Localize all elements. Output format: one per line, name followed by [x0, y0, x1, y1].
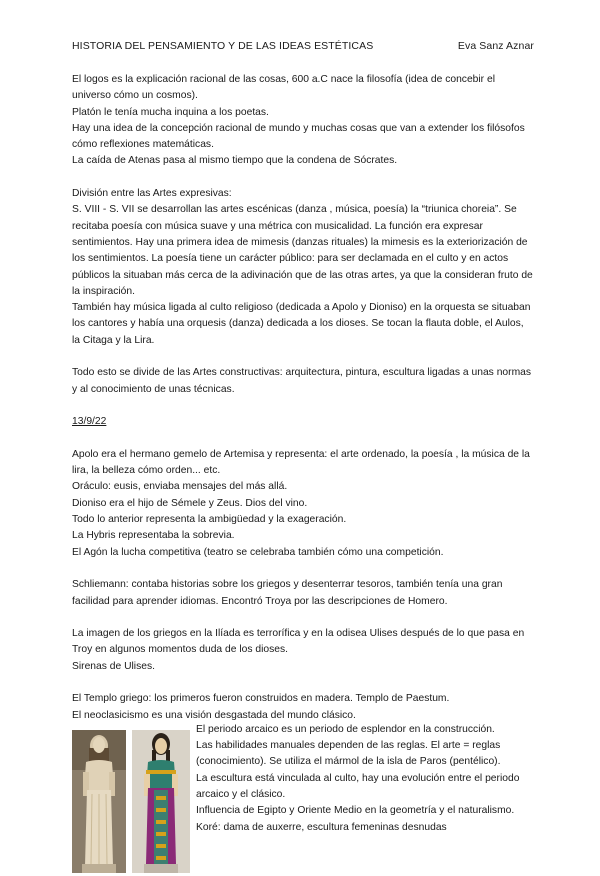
figure-row	[72, 723, 534, 876]
paragraph: Todo lo anterior representa la ambigüedad y la exageración.	[72, 514, 347, 526]
kore-statue-illustration	[72, 730, 126, 873]
document-body	[72, 72, 534, 876]
paragraph: La caída de Atenas pasa al mismo tiempo que la condena de Sócrates.	[72, 155, 398, 167]
paragraph: Todo esto se divide de las Artes constructivas: arquitectura, pintura, escultura ligadas a unas normas y al conocimiento de unas técnicas.	[72, 367, 532, 395]
paragraph: Hay una idea de la concepción racional de mundo y muchas cosas que van a extender los filósofos cómo reflexiones matemáticas.	[72, 122, 525, 151]
paragraph: El Templo griego: los primeros fueron construidos en madera. Templo de Paestum.	[72, 693, 450, 705]
caption-line: El periodo arcaico es un periodo de esplendor en la construcción.	[196, 723, 495, 735]
section-heading: División entre las Artes expresivas:	[72, 188, 232, 200]
spacer	[72, 610, 534, 626]
paragraph: Dioniso era el hijo de Sémele y Zeus. Dios del vino.	[72, 497, 308, 509]
sculpture-photos	[72, 730, 190, 873]
paragraph: Platón le tenía mucha inquina a los poetas.	[72, 106, 269, 118]
header-author: Eva Sanz Aznar	[457, 40, 534, 52]
paragraph: La Hybris representaba la sobrevia.	[72, 530, 235, 542]
caption-line: Influencia de Egipto y Oriente Medio en la geometría y el naturalismo.	[196, 805, 515, 817]
spacer	[72, 561, 534, 577]
spacer	[72, 675, 534, 691]
date-heading: 13/9/22	[72, 416, 107, 428]
paragraph: También hay música ligada al culto religioso (dedicada a Apolo y Dioniso) en la orquesta se situaban los cantores y había una orquesis (danza) dedicada a los dioses. Se tocan la flauta doble, el Aulos, la Citaga y la Lira.	[72, 302, 531, 346]
spacer	[72, 398, 534, 414]
spacer	[72, 349, 534, 365]
paragraph: El logos es la explicación racional de las cosas, 600 a.C nace la filosofía (idea de concebir el universo cómo un cosmos).	[72, 74, 495, 102]
painted-kore-reconstruction-photo	[132, 730, 190, 873]
spacer	[72, 431, 534, 447]
paragraph: El Agón la lucha competitiva (teatro se celebraba también cómo una competición.	[72, 546, 444, 558]
paragraph: El neoclasicismo es una visión desgastada del mundo clásico.	[72, 709, 356, 721]
figure-caption	[196, 722, 536, 836]
paragraph: Schliemann: contaba historias sobre los griegos y desenterrar tesoros, también tenía una gran facilidad para aprender idiomas. Encontró Troya por las descripciones de Homero.	[72, 579, 503, 607]
paragraph: S. VIII - S. VII se desarrollan las artes escénicas (danza , música, poesía) la “triunica choreia”. Se recitaba poesía con música suave y una métrica con musicalidad. La función era expresar sentimientos. Hay una primera idea de mimesis (danzas rituales) la mimesis es la exteriorización de los sentimientos. La poesía tiene un carácter público: para ser declamada en el culto y en actos públicos la situaban más cerca de la adivinación que de las otras artes, ya que la consideran fruto de la inspiración.	[72, 204, 533, 297]
spacer	[72, 170, 534, 186]
paragraph: Oráculo: eusis, enviaba mensajes del más allá.	[72, 481, 288, 493]
header-title: HISTORIA DEL PENSAMIENTO Y DE LAS IDEAS ESTÉTICAS	[72, 40, 374, 52]
painted-kore-illustration	[132, 730, 190, 873]
kore-statue-photo	[72, 730, 126, 873]
paragraph: Sirenas de Ulises.	[72, 660, 155, 672]
paragraph: La imagen de los griegos en la Ilíada es terrorífica y en la odisea Ulises después de lo que pasa en Troy en algunos momentos duda de los dioses.	[72, 628, 525, 656]
paragraph: Apolo era el hermano gemelo de Artemisa y representa: el arte ordenado, la poesía , la música de la lira, la belleza cómo orden... etc.	[72, 448, 530, 477]
caption-line: Las habilidades manuales dependen de las reglas. El arte = reglas (conocimiento). Se utiliza el mármol de la isla de Paros (pentélico).	[196, 740, 501, 768]
caption-line: La escultura está vinculada al culto, hay una evolución entre el periodo arcaico y el clásico.	[196, 772, 520, 801]
caption-line: Koré: dama de auxerre, escultura femeninas desnudas	[196, 821, 447, 833]
